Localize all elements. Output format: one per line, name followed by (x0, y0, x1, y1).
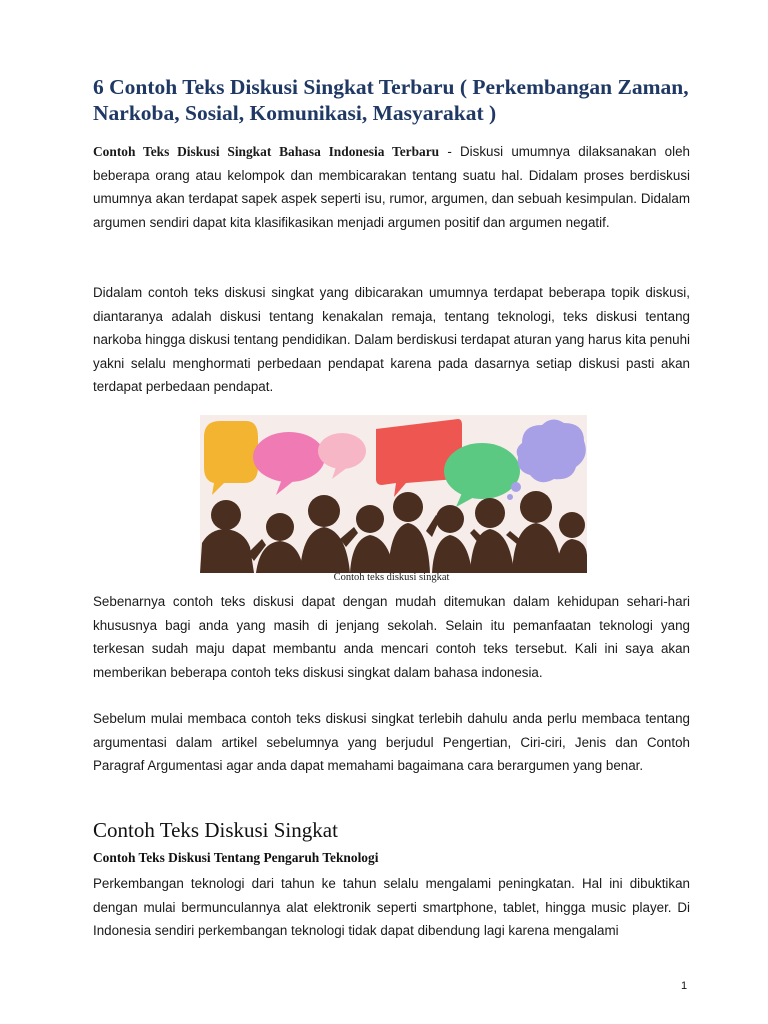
bubble-purple (517, 419, 586, 482)
intro-bold-lead: Contoh Teks Diskusi Singkat Bahasa Indonesia Terbaru (93, 144, 440, 159)
bubble-light-pink (318, 433, 366, 469)
bubble-green (444, 443, 520, 499)
discussion-illustration (200, 415, 587, 573)
page-number: 1 (681, 980, 688, 992)
figure-caption: Contoh teks diskusi singkat (333, 572, 450, 583)
people-silhouettes (200, 491, 587, 573)
discussion-silhouettes-image (200, 415, 587, 573)
paragraph-4: Sebelum mulai membaca contoh teks diskusi singkat terlebih dahulu anda perlu membaca tentang argumentasi dalam artikel sebelumnya yang berjudul Pengertian, Ciri-ciri, Jenis dan Contoh Paragraf Argumentasi agar anda dapat memahami bagaimana cara berargumen yang benar. (93, 711, 690, 774)
bubble-yellow (204, 421, 258, 495)
paragraph-5: Perkembangan teknologi dari tahun ke tahun selalu mengalami peningkatan. Hal ini dibuktikan dengan mulai bermunculannya alat elektronik seperti smartphone, tablet, hingga music player. Di Indonesia sendiri perkembangan teknologi tidak dapat dibendung lagi karena mengalami (93, 876, 690, 939)
subsection-heading: Contoh Teks Diskusi Tentang Pengaruh Teknologi (93, 850, 379, 865)
section-heading: Contoh Teks Diskusi Singkat (93, 818, 338, 842)
paragraph-2: Didalam contoh teks diskusi singkat yang dibicarakan umumnya terdapat beberapa topik diskusi, diantaranya adalah diskusi tentang kenakalan remaja, tentang teknologi, teks diskusi tentang narkoba hingga diskusi tentang pendidikan. Dalam berdiskusi terdapat aturan yang harus kita penuhi yakni selalu menghormati perbedaan pendapat karena pada dasarnya setiap diskusi pasti akan terdapat perbedaan pendapat. (93, 285, 691, 395)
paragraph-3: Sebenarnya contoh teks diskusi dapat dengan mudah ditemukan dalam kehidupan sehari-hari khususnya bagi anda yang masih di jenjang sekolah. Selain itu pemanfaatan teknologi yang terkesan sudah maju dapat membantu anda mencari contoh teks tersebut. Kali ini saya akan memberikan beberapa contoh teks diskusi singkat dalam bahasa indonesia. (93, 594, 690, 680)
document-title: 6 Contoh Teks Diskusi Singkat Terbaru ( Perkembangan Zaman, Narkoba, Sosial, Komunikasi, Masyarakat ) (93, 75, 689, 125)
intro-paragraph (93, 140, 690, 234)
intro-text: - Diskusi umumnya dilaksanakan oleh beberapa orang atau kelompok dan membicarakan tentang suatu hal. Didalam proses berdiskusi umumnya akan terdapat sapek aspek seperti isu, rumor, argumen, dan sebuah kesimpulan. Didalam argumen sendiri dapat kita klasifikasikan menjadi argumen positif dan argumen negatif. (93, 144, 690, 230)
bubble-pink (253, 432, 325, 482)
